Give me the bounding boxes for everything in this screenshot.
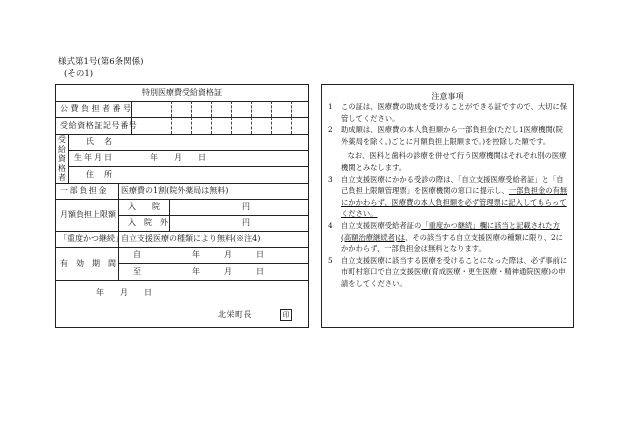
note-item-3 bbox=[328, 174, 569, 220]
note-item-2-supplement bbox=[328, 150, 569, 173]
note-number: 4 bbox=[328, 220, 333, 230]
notes-box bbox=[321, 84, 574, 328]
validity-from-date: 年 月 日 bbox=[192, 250, 264, 259]
note-item-5 bbox=[328, 255, 569, 290]
issuer: 北栄町長 bbox=[218, 310, 252, 319]
qualified-person-label: 受給資格者 bbox=[58, 135, 66, 183]
note-text: 自立支援医療に該当する医療を受けることになった際は、必ず事前に市町村窓口で自立支援医療(育成医療・更生医療・精神通院医療)の申請をしてください。 bbox=[341, 255, 568, 288]
form-sub-number: (その1) bbox=[64, 69, 94, 79]
note-text: なお、医科と歯科の診療を併せて行う医療機関はそれぞれ別の医療機関とみなします。 bbox=[341, 151, 567, 172]
address-label: 住所 bbox=[86, 170, 122, 179]
recipient-number-label: 受給資格証記号番号 bbox=[60, 121, 138, 130]
note-text-underlined: 「重度かつ継続」欄に該当と記載された方(高額治療継続者)は bbox=[341, 220, 560, 242]
note-text: 自立支援医療受給者証の bbox=[341, 220, 422, 230]
note-number: 2 bbox=[328, 125, 333, 135]
validity-label: 有効期間 bbox=[60, 259, 124, 268]
note-item-4 bbox=[328, 220, 569, 255]
inpatient-unit: 円 bbox=[242, 202, 250, 211]
note-number: 3 bbox=[328, 174, 333, 184]
note-text: 自立支援医療にかかる受診の際は、「自立支援医療受給者証」と「自己負担上限額管理票」を医療機関の窓口に提示し、 bbox=[341, 174, 564, 196]
note-item-1 bbox=[328, 101, 569, 124]
continuation-label: 「重度かつ継続」 bbox=[59, 234, 123, 243]
copay-value: 医療費の1割(院外薬局は無料) bbox=[121, 186, 229, 195]
validity-from-label: 自 bbox=[133, 250, 141, 259]
note-number: 5 bbox=[328, 255, 333, 265]
birthdate-label: 生年月日 bbox=[74, 153, 114, 162]
note-text-underlined: 一部負担金の有無にかかわらず、医療費の本人負担額を必ず管理票に記入してもらってください。 bbox=[341, 186, 568, 219]
note-number: 1 bbox=[328, 102, 333, 111]
monthly-limit-label: 月額負担上限額 bbox=[60, 210, 116, 219]
outpatient-unit: 円 bbox=[242, 218, 250, 227]
birthdate-value: 年 月 日 bbox=[150, 153, 206, 162]
note-text: この証は、医療費の助成を受けることができる証ですので、大切に保管してください。 bbox=[341, 102, 568, 123]
form-number: 様式第1号(第6条関係) bbox=[58, 57, 144, 67]
inpatient-label: 入 院 bbox=[128, 202, 160, 211]
validity-to-date: 年 月 日 bbox=[192, 267, 264, 276]
certificate-title: 特別医療費受給資格証 bbox=[142, 88, 222, 97]
continuation-value: 自立支援医療の種類により無料(※注4) bbox=[121, 234, 261, 243]
issue-date: 年 月 日 bbox=[96, 288, 152, 297]
outpatient-label: 入 院 外 bbox=[128, 218, 168, 227]
validity-to-label: 至 bbox=[133, 267, 141, 276]
notes-title: 注意事項 bbox=[431, 92, 464, 101]
copay-label: 一部負担金 bbox=[60, 186, 108, 195]
name-label: 氏名 bbox=[86, 137, 122, 146]
certificate bbox=[55, 84, 309, 328]
note-item-2 bbox=[328, 124, 569, 147]
public-payer-label: 公費負担者番号 bbox=[60, 104, 134, 113]
notes-body bbox=[328, 101, 569, 290]
note-text: 、その該当する自立支援医療の種類に限り、2にかかわらず、一部負担金は無料となります。 bbox=[341, 232, 563, 254]
note-text: 助成額は、医療費の本人負担額から一部負担金(ただし1医療機関(院外薬局を除く。)ごとに月額負担上限額まで。)を控除した額です。 bbox=[341, 125, 563, 146]
seal-box: 印 bbox=[280, 309, 292, 321]
